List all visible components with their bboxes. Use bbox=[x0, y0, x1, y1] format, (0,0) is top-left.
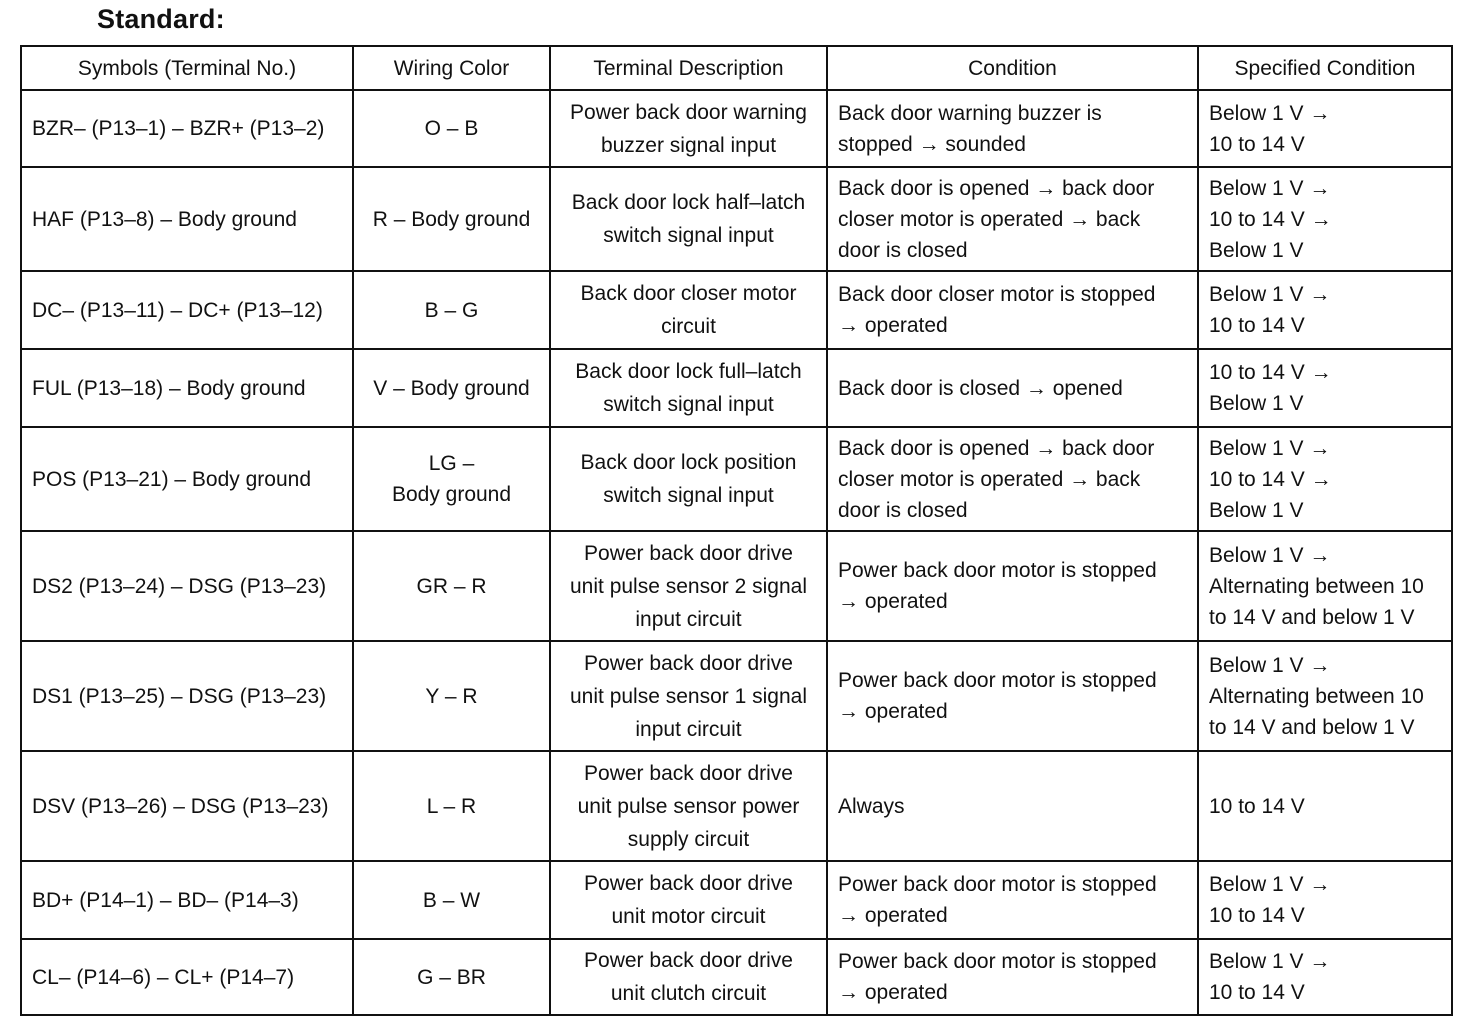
table-row bbox=[21, 641, 1452, 751]
cell-symbol: DC– (P13–11) – DC+ (P13–12) bbox=[21, 271, 353, 349]
cell-condition: Power back door motor is stopped → operated bbox=[827, 531, 1198, 641]
cell-symbol: BZR– (P13–1) – BZR+ (P13–2) bbox=[21, 90, 353, 167]
table-row bbox=[21, 271, 1452, 349]
cell-symbol: BD+ (P14–1) – BD– (P14–3) bbox=[21, 861, 353, 939]
header-symbols: Symbols (Terminal No.) bbox=[21, 46, 353, 90]
cell-wiring-color: O – B bbox=[353, 90, 550, 167]
cell-specified: Below 1 V → Alternating between 10 to 14 V and below 1 V bbox=[1198, 531, 1452, 641]
table-row bbox=[21, 167, 1452, 271]
table-row bbox=[21, 427, 1452, 531]
cell-specified: Below 1 V → 10 to 14 V bbox=[1198, 271, 1452, 349]
cell-description: Back door lock position switch signal input bbox=[550, 427, 827, 531]
page-heading: Standard: bbox=[97, 4, 225, 34]
cell-description: Power back door drive unit pulse sensor 2 signal input circuit bbox=[550, 531, 827, 641]
table-row bbox=[21, 861, 1452, 939]
cell-description: Power back door drive unit pulse sensor power supply circuit bbox=[550, 751, 827, 861]
cell-specified: Below 1 V → Alternating between 10 to 14 V and below 1 V bbox=[1198, 641, 1452, 751]
cell-wiring-color: R – Body ground bbox=[353, 167, 550, 271]
cell-specified: Below 1 V → 10 to 14 V → Below 1 V bbox=[1198, 167, 1452, 271]
table-header-row bbox=[21, 46, 1452, 90]
terminal-spec-table bbox=[20, 45, 1453, 1016]
cell-condition: Back door closer motor is stopped → operated bbox=[827, 271, 1198, 349]
cell-condition: Back door warning buzzer is stopped → sounded bbox=[827, 90, 1198, 167]
cell-condition: Back door is closed → opened bbox=[827, 349, 1198, 427]
cell-symbol: DS2 (P13–24) – DSG (P13–23) bbox=[21, 531, 353, 641]
table-row bbox=[21, 90, 1452, 167]
cell-condition: Power back door motor is stopped → operated bbox=[827, 939, 1198, 1015]
cell-specified: Below 1 V → 10 to 14 V bbox=[1198, 861, 1452, 939]
table-row bbox=[21, 939, 1452, 1015]
cell-description: Back door lock full–latch switch signal input bbox=[550, 349, 827, 427]
cell-wiring-color: L – R bbox=[353, 751, 550, 861]
table-row bbox=[21, 751, 1452, 861]
cell-symbol: HAF (P13–8) – Body ground bbox=[21, 167, 353, 271]
cell-symbol: CL– (P14–6) – CL+ (P14–7) bbox=[21, 939, 353, 1015]
cell-wiring-color: B – W bbox=[353, 861, 550, 939]
cell-condition: Power back door motor is stopped → operated bbox=[827, 861, 1198, 939]
cell-symbol: FUL (P13–18) – Body ground bbox=[21, 349, 353, 427]
cell-condition: Power back door motor is stopped → operated bbox=[827, 641, 1198, 751]
cell-description: Back door closer motor circuit bbox=[550, 271, 827, 349]
cell-description: Power back door drive unit clutch circuit bbox=[550, 939, 827, 1015]
cell-wiring-color: GR – R bbox=[353, 531, 550, 641]
cell-wiring-color: B – G bbox=[353, 271, 550, 349]
header-wiring-color: Wiring Color bbox=[353, 46, 550, 90]
cell-description: Power back door warning buzzer signal input bbox=[550, 90, 827, 167]
cell-specified: Below 1 V → 10 to 14 V bbox=[1198, 939, 1452, 1015]
cell-description: Power back door drive unit pulse sensor 1 signal input circuit bbox=[550, 641, 827, 751]
cell-wiring-color: G – BR bbox=[353, 939, 550, 1015]
cell-description: Power back door drive unit motor circuit bbox=[550, 861, 827, 939]
header-terminal-description: Terminal Description bbox=[550, 46, 827, 90]
cell-specified: Below 1 V → 10 to 14 V → Below 1 V bbox=[1198, 427, 1452, 531]
cell-wiring-color: LG – Body ground bbox=[353, 427, 550, 531]
header-specified-condition: Specified Condition bbox=[1198, 46, 1452, 90]
cell-specified: Below 1 V → 10 to 14 V bbox=[1198, 90, 1452, 167]
table-row bbox=[21, 531, 1452, 641]
header-condition: Condition bbox=[827, 46, 1198, 90]
cell-condition: Back door is opened → back door closer motor is operated → back door is closed bbox=[827, 427, 1198, 531]
cell-wiring-color: Y – R bbox=[353, 641, 550, 751]
cell-wiring-color: V – Body ground bbox=[353, 349, 550, 427]
table-row bbox=[21, 349, 1452, 427]
cell-specified: 10 to 14 V bbox=[1198, 751, 1452, 861]
cell-symbol: POS (P13–21) – Body ground bbox=[21, 427, 353, 531]
cell-condition: Always bbox=[827, 751, 1198, 861]
cell-symbol: DSV (P13–26) – DSG (P13–23) bbox=[21, 751, 353, 861]
cell-condition: Back door is opened → back door closer motor is operated → back door is closed bbox=[827, 167, 1198, 271]
cell-specified: 10 to 14 V → Below 1 V bbox=[1198, 349, 1452, 427]
cell-description: Back door lock half–latch switch signal input bbox=[550, 167, 827, 271]
cell-symbol: DS1 (P13–25) – DSG (P13–23) bbox=[21, 641, 353, 751]
